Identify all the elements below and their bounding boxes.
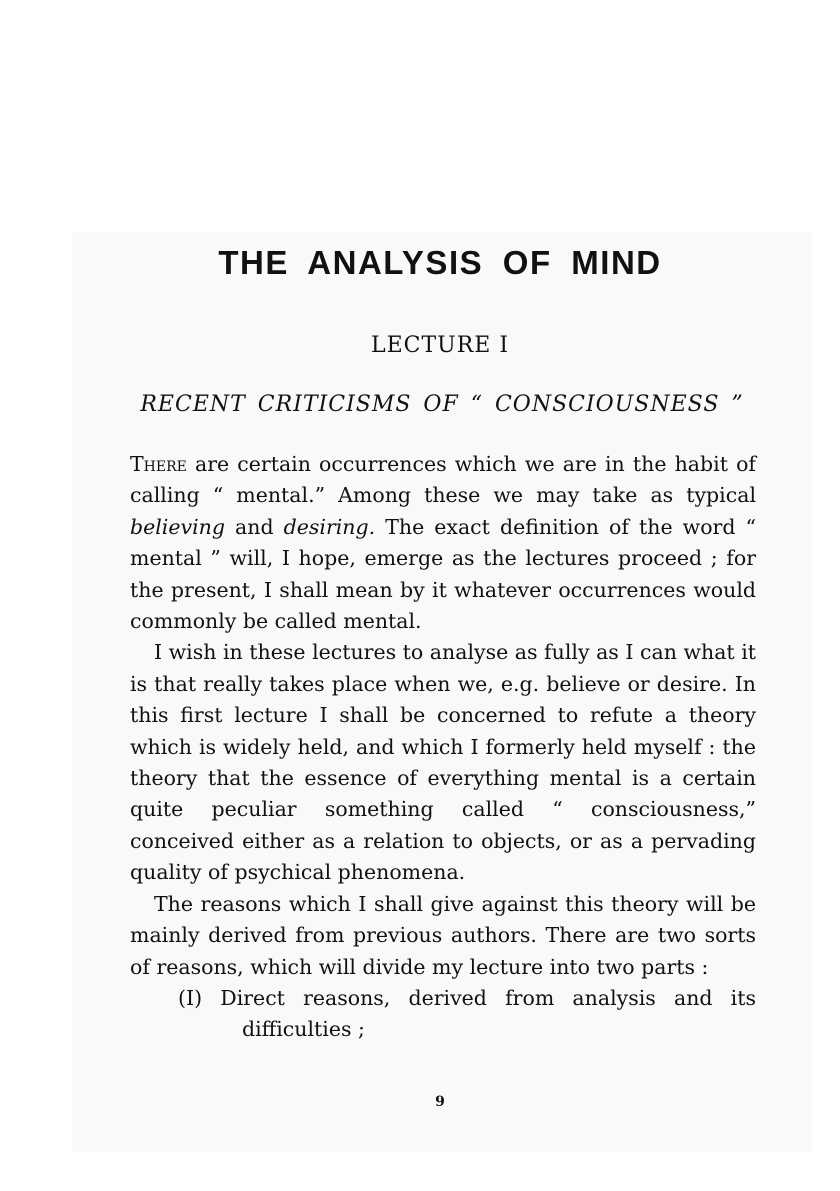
emphasis-believing: believing	[130, 514, 225, 539]
paragraph-2: I wish in these lectures to analyse as fully as I can what it is that really takes place when we, e.g. believe or desire. In this first lecture I shall be concerned to refute a theory which is widely held, and which I formerly held myself : the theory that the essence of everything mental is a certain quite peculiar something called “ consciousness,” conceived either as a relation to objects, or as a pervading quality of psychical phenomena.	[130, 640, 756, 885]
list-item	[130, 983, 756, 1046]
paragraph-3: The reasons which I shall give against this theory will be mainly derived from previous authors. There are two sorts of reasons, which will divide my lecture into two parts :	[130, 891, 756, 979]
emphasis-desiring: desiring.	[283, 514, 376, 539]
book-title: THE ANALYSIS OF MIND	[218, 244, 662, 281]
paragraph-1	[130, 449, 756, 637]
body-text	[130, 449, 756, 1046]
paragraph-1-text-b: and	[224, 514, 284, 539]
page-number: 9	[435, 1094, 445, 1110]
lecture-number: LECTURE I	[370, 333, 510, 358]
paragraph-1-text-a: are certain occurrences which we are in the habit of calling “ mental.” Among these we may take as typical	[130, 452, 756, 508]
list-item-text: Direct reasons, derived from analysis and its difficulties ;	[220, 985, 756, 1042]
lecture-title: RECENT CRITICISMS OF “ CONSCIOUSNESS ”	[140, 392, 744, 417]
paragraph-1-text-c: The exact definition of the word “ mental ” will, I hope, emerge as the lectures proceed ; for the present, I shall mean by it whatever occurrences would commonly be called mental.	[130, 514, 756, 634]
opening-word: There	[130, 452, 187, 476]
list-item-marker: (I)	[178, 985, 203, 1010]
